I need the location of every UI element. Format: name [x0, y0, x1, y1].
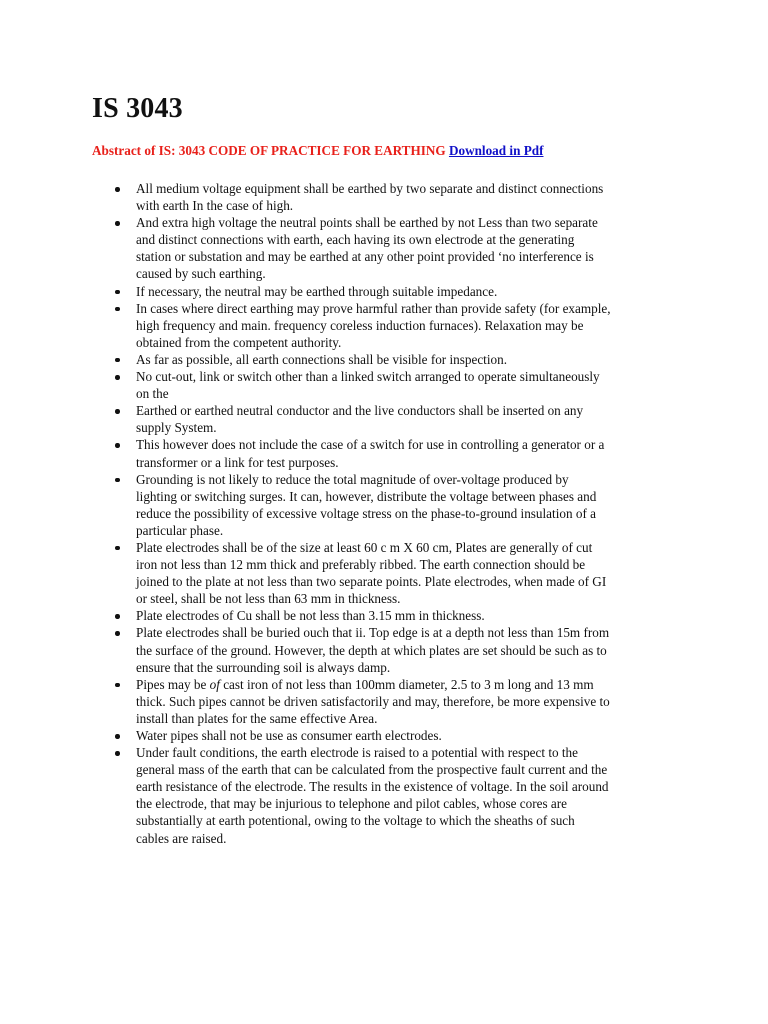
download-pdf-link[interactable]: Download in Pdf: [448, 143, 544, 158]
bullet-item: [92, 744, 692, 847]
abstract-text: Abstract of IS: 3043 CODE OF PRACTICE FOR EARTHING: [92, 143, 446, 158]
document-page: [92, 92, 692, 847]
bullet-dot-icon: [115, 546, 120, 551]
page-title: IS 3043: [92, 93, 183, 124]
bullet-line: And extra high voltage the neutral points shall be earthed by not Less than two separate: [136, 215, 598, 231]
bullet-dot-icon: [115, 683, 120, 688]
bullet-dot-icon: [115, 290, 120, 295]
bullet-line: or steel, shall be not less than 63 mm in thickness.: [136, 591, 401, 607]
bullet-line: earth resistance of the electrode. The results in the existence of voltage. In the soil around: [136, 779, 609, 795]
bullet-line: the electrode, that may be injurious to telephone and pilot cables, whose cores are: [136, 796, 568, 812]
bullet-item: [92, 676, 692, 727]
bullet-line: reduce the possibility of excessive voltage stress on the phase-to-ground insulation of a: [136, 505, 596, 521]
bullet-line: general mass of the earth that can be calculated from the prospective fault current and the: [136, 762, 608, 778]
bullet-line: on the: [136, 386, 169, 402]
bullet-dot-icon: [115, 409, 120, 414]
bullet-item: [92, 368, 692, 402]
bullet-dot-icon: [115, 631, 120, 636]
bullet-line: ensure that the surrounding soil is always damp.: [136, 659, 391, 675]
bullet-item: [92, 471, 692, 539]
bullet-line: Under fault conditions, the earth electrode is raised to a potential with respect to the: [136, 745, 579, 761]
bullet-line: substantially at earth potentional, owing to the voltage to which the sheaths of such: [136, 813, 575, 829]
bullet-line: If necessary, the neutral may be earthed through suitable impedance.: [136, 283, 498, 299]
bullet-line: Water pipes shall not be use as consumer earth electrodes.: [136, 728, 442, 743]
bullet-dot-icon: [115, 307, 120, 312]
bullet-line: thick. Such pipes cannot be driven satisfactorily and may, therefore, be more expensive to: [136, 693, 610, 709]
bullet-item: [92, 607, 692, 624]
bullet-line: This however does not include the case of a switch for use in controlling a generator or a: [136, 437, 605, 453]
bullet-item: [92, 539, 692, 607]
bullet-line: Plate electrodes of Cu shall be not less than 3.15 mm in thickness.: [136, 608, 485, 624]
bullet-item: [92, 436, 692, 470]
bullet-dot-icon: [115, 375, 120, 380]
bullet-line: station or substation and may be earthed at any other point provided ‘no interference is: [136, 249, 594, 265]
bullet-item: [92, 300, 692, 351]
bullet-dot-icon: [115, 751, 120, 756]
bullet-line: Plate electrodes shall be buried ouch that ii. Top edge is at a depth not less than 15m from: [136, 625, 610, 641]
abstract-line: [92, 142, 692, 159]
bullet-line: with earth In the case of high.: [136, 198, 294, 214]
bullet-line: high frequency and main. frequency coreless induction furnaces). Relaxation may be: [136, 317, 584, 333]
bullet-line: transformer or a link for test purposes.: [136, 454, 339, 470]
bullet-line: iron not less than 12 mm thick and preferably ribbed. The earth connection should be: [136, 557, 586, 573]
bullet-item: [92, 214, 692, 282]
bullet-line: the surface of the ground. However, the depth at which plates are set should be such as to: [136, 642, 607, 658]
bullet-line: As far as possible, all earth connections shall be visible for inspection.: [136, 351, 507, 367]
bullet-line: cables are raised.: [136, 830, 227, 846]
bullet-line: lighting or switching surges. It can, however, distribute the voltage between phases and: [136, 488, 597, 504]
bullet-line: Grounding is not likely to reduce the total magnitude of over-voltage produced by: [136, 471, 569, 487]
bullet-item: [92, 624, 692, 675]
bullet-dot-icon: [115, 443, 120, 448]
bullet-dot-icon: [115, 221, 120, 226]
bullet-line: caused by such earthing.: [136, 266, 266, 282]
bullet-line: and distinct connections with earth, each having its own electrode at the generating: [136, 232, 575, 248]
bullet-line: obtained from the competent authority.: [136, 334, 342, 350]
bullet-dot-icon: [115, 187, 120, 192]
bullet-line: particular phase.: [136, 522, 224, 538]
bullet-line: Pipes may be of cast iron of not less than 100mm diameter, 2.5 to 3 m long and 13 mm: [136, 676, 594, 692]
bullet-item: [92, 351, 692, 368]
bullet-line: install than plates for the same effective Area.: [136, 710, 378, 726]
bullet-item: [92, 402, 692, 436]
bullet-line: Plate electrodes shall be of the size at least 60 c m X 60 cm, Plates are generally of cut: [136, 539, 593, 555]
bullet-dot-icon: [115, 478, 120, 483]
bullet-line: Earthed or earthed neutral conductor and the live conductors shall be inserted on any: [136, 403, 584, 419]
bullet-item: [92, 727, 692, 744]
bullet-line: All medium voltage equipment shall be earthed by two separate and distinct connections: [136, 181, 604, 196]
bullet-dot-icon: [115, 358, 120, 363]
bullet-dot-icon: [115, 734, 120, 739]
bullet-line: joined to the plate at not less than two separate points. Plate electrodes, when made of GI: [136, 574, 607, 590]
bullet-line: supply System.: [136, 420, 217, 436]
bullet-item: [92, 180, 692, 214]
bullet-line: No cut-out, link or switch other than a linked switch arranged to operate simultaneously: [136, 369, 600, 385]
bullet-item: [92, 283, 692, 300]
bullet-dot-icon: [115, 614, 120, 619]
bullet-line: In cases where direct earthing may prove harmful rather than provide safety (for example,: [136, 300, 611, 316]
bullet-list: [92, 180, 692, 847]
